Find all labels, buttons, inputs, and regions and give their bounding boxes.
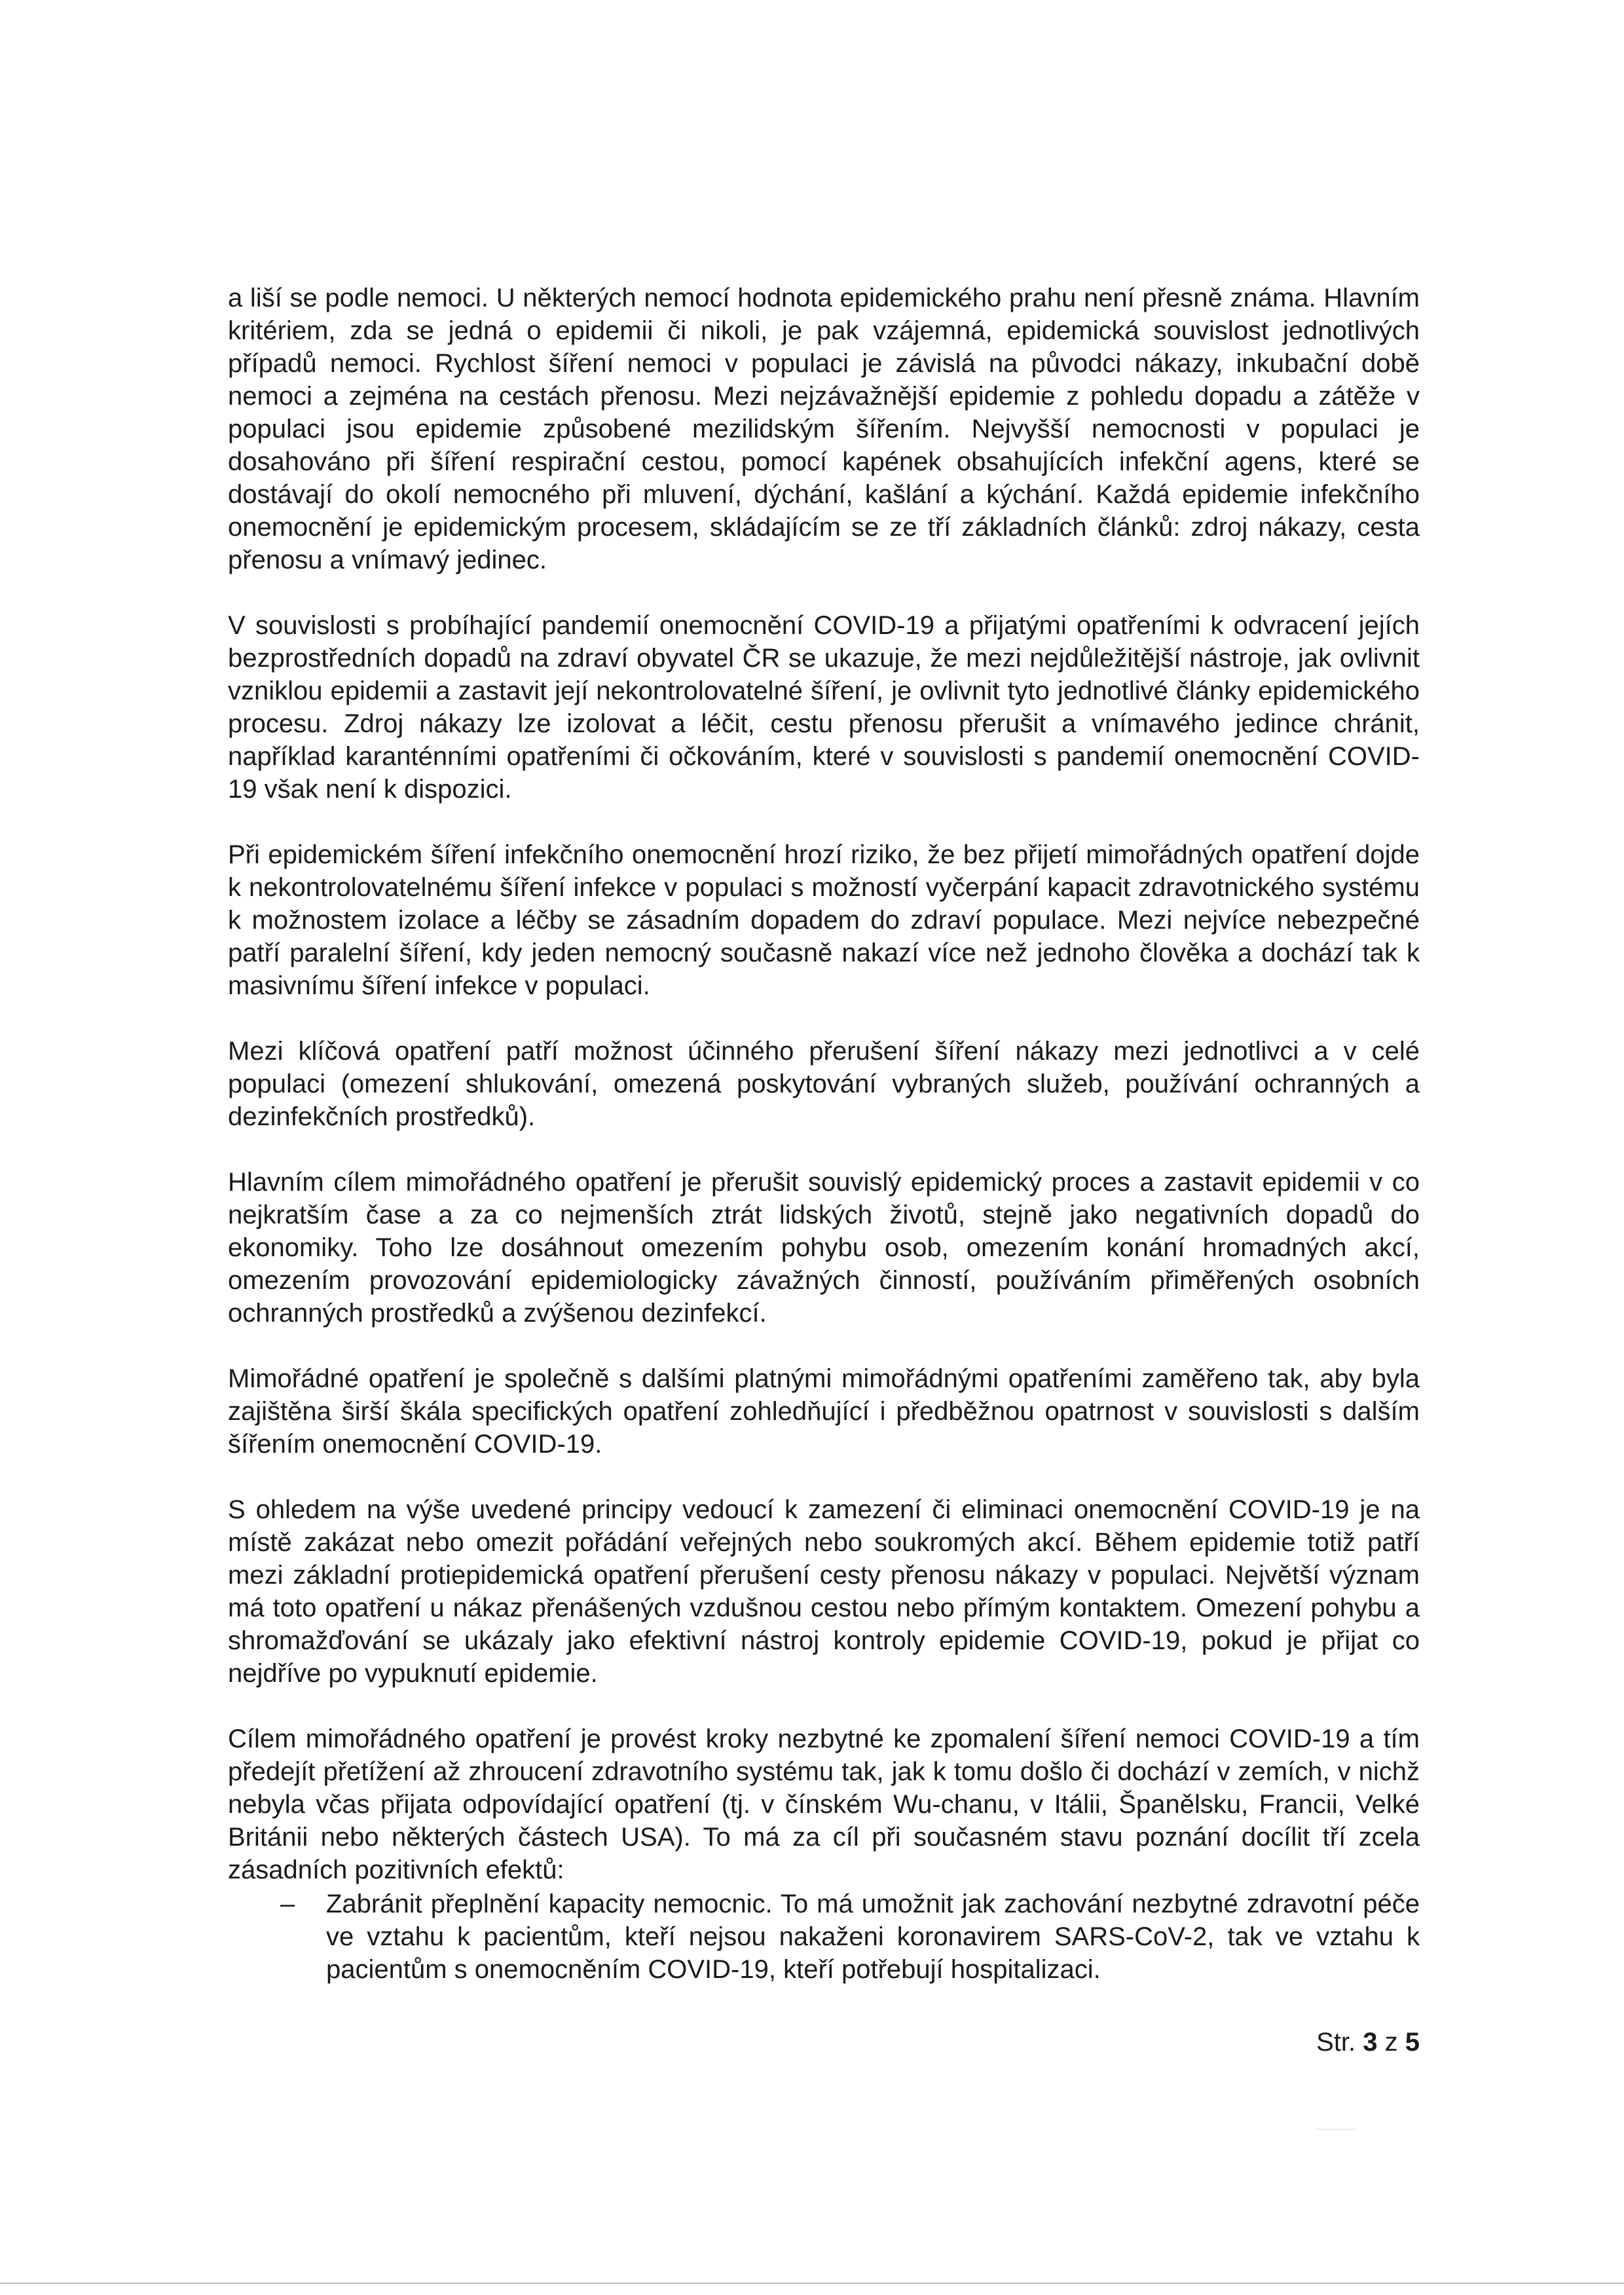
paragraph-restrict-events: S ohledem na výše uvedené principy vedoucí k zamezení či eliminaci onemocnění COVID-19 je na místě zakázat nebo omezit pořádání veřejných nebo soukromých akcí. Během epidemie totiž patří mezi základní protiepidemická opatření přerušení cesty přenosu nákazy v populaci. Největší význam má toto opatření u nákaz přenášených vzdušnou cestou nebo přímým kontaktem. Omezení pohybu a shromažďování se ukázaly jako efektivní nástroj kontroly epidemie COVID-19, pokud je přijat co nejdříve po vypuknutí epidemie.: [228, 1495, 1420, 1688]
page-number-prefix: Str.: [1316, 2028, 1363, 2057]
paragraph-combined-measures: Mimořádné opatření je společně s dalšími platnými mimořádnými opatřeními zaměřeno tak, aby byla zajištěna širší škála specifických opatření zohledňující i předběžnou opatrnost v souvislosti s dalším šířením onemocnění COVID-19.: [228, 1364, 1420, 1459]
effects-list: [228, 1888, 1420, 1986]
paragraph-key-measures: Mezi klíčová opatření patří možnost účinného přerušení šíření nákazy mezi jednotlivci a v celé populaci (omezení shlukování, omezená poskytování vybraných služeb, používání ochranných a dezinfekčních prostředků).: [228, 1037, 1420, 1131]
paragraph-measure-aim: Cílem mimořádného opatření je provést kroky nezbytné ke zpomalení šíření nemoci COVID-19 a tím předejít přetížení až zhroucení zdravotního systému tak, jak k tomu došlo či dochází v zemích, v nichž nebyla včas přijata odpovídající opatření (tj. v čínském Wu-chanu, v Itálii, Španělsku, Francii, Velké Británii nebo některých částech USA). To má za cíl při současném stavu poznání docílit tří zcela zásadních pozitivních efektů:: [228, 1725, 1420, 1884]
paragraph-main-goal: Hlavním cílem mimořádného opatření je přerušit souvislý epidemický proces a zastavit epidemii v co nejkratším čase a za co nejmenších ztrát lidských životů, stejně jako negativních dopadů do ekonomiky. Toho lze dosáhnout omezením pohybu osob, omezením konání hromadných akcí, omezením provozování epidemiologicky závažných činností, používáním přiměřených osobních ochranných prostředků a zvýšenou dezinfekcí.: [228, 1168, 1420, 1328]
page-number-separator: z: [1377, 2028, 1405, 2057]
list-item: [228, 1888, 1420, 1986]
paragraph-spread-risk: Při epidemickém šíření infekčního onemocnění hrozí riziko, že bez přijetí mimořádných opatření dojde k nekontrolovatelnému šíření infekce v populaci s možností vyčerpání kapacit zdravotnického systému k možnostem izolace a léčby se zásadním dopadem do zdraví populace. Mezi nejvíce nebezpečné patří paralelní šíření, kdy jeden nemocný současně nakazí více než jednoho člověka a dochází tak k masivnímu šíření infekce v populaci.: [228, 840, 1420, 1000]
page-bottom-edge: [0, 2283, 1624, 2284]
page-number-total: 5: [1405, 2028, 1420, 2057]
paragraph-covid-context: V souvislosti s probíhající pandemií onemocnění COVID-19 a přijatými opatřeními k odvracení jejích bezprostředních dopadů na zdraví obyvatel ČR se ukazuje, že mezi nejdůležitější nástroje, jak ovlivnit vzniklou epidemii a zastavit její nekontrolovatelné šíření, je ovlivnit tyto jednotlivé články epidemického procesu. Zdroj nákazy lze izolovat a léčit, cestu přenosu přerušit a vnímavého jedince chránit, například karanténními opatřeními či očkováním, které v souvislosti s pandemií onemocnění COVID-19 však není k dispozici.: [228, 611, 1420, 804]
page-number-current: 3: [1363, 2028, 1378, 2057]
page-number: [1302, 2026, 1420, 2059]
paragraph-epidemic-definition: a liší se podle nemoci. U některých nemocí hodnota epidemického prahu není přesně známa. Hlavním kritériem, zda se jedná o epidemii či nikoli, je pak vzájemná, epidemická souvislost jednotlivých případů nemoci. Rychlost šíření nemoci v populaci je závislá na původci nákazy, inkubační době nemoci a zejména na cestách přenosu. Mezi nejzávažnější epidemie z pohledu dopadu a zátěže v populaci jsou epidemie způsobené mezilidským šířením. Nejvyšší nemocnosti v populaci je dosahováno při šíření respirační cestou, pomocí kapének obsahujících infekční agens, které se dostávají do okolí nemocného při mluvení, dýchání, kašlání a kýchání. Každá epidemie infekčního onemocnění je epidemickým procesem, skládajícím se ze tří základních článků: zdroj nákazy, cesta přenosu a vnímavý jedinec.: [228, 284, 1420, 574]
page-body: [228, 282, 1420, 1986]
scan-artifact: [1316, 2129, 1356, 2130]
dash-bullet-icon: –: [280, 1890, 295, 1918]
list-item-text: Zabránit přeplnění kapacity nemocnic. To má umožnit jak zachování nezbytné zdravotní péče ve vztahu k pacientům, kteří nejsou nakaženi koronavirem SARS-CoV-2, tak ve vztahu k pacientům s onemocněním COVID-19, kteří potřebují hospitalizaci.: [326, 1890, 1420, 1984]
